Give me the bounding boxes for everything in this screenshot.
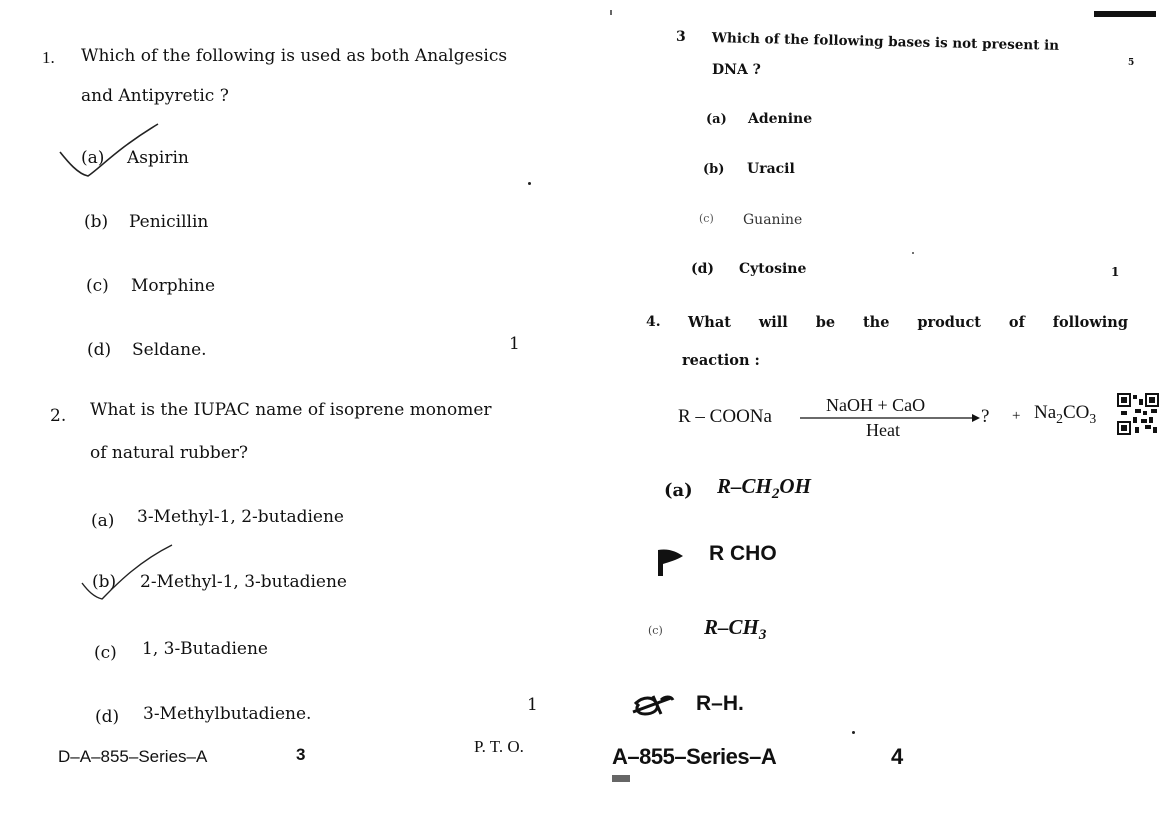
byproduct-subscript: 2 bbox=[1056, 410, 1063, 426]
q4-option-b-text: R CHO bbox=[709, 542, 777, 565]
q2-option-a-text: 3-Methyl-1, 2-butadiene bbox=[137, 507, 344, 527]
q2-option-a-label: (a) bbox=[91, 511, 115, 531]
q2-text-line1: What is the IUPAC name of isoprene monomer bbox=[90, 400, 492, 420]
q3-option-d-label: (d) bbox=[691, 261, 715, 277]
q3-option-c-label: (c) bbox=[699, 212, 714, 225]
filled-mark-icon bbox=[655, 546, 689, 578]
q2-option-b-label: (b) bbox=[92, 572, 117, 592]
q4-word: of bbox=[1008, 314, 1025, 331]
checkmark-icon bbox=[58, 122, 163, 180]
left-footer-pto: P. T. O. bbox=[474, 737, 524, 756]
q1-text-line1: Which of the following is used as both Analgesics bbox=[81, 46, 508, 66]
q2-option-d-label: (d) bbox=[95, 707, 120, 727]
speck bbox=[528, 182, 531, 185]
formula-subscript: 2 bbox=[771, 486, 780, 503]
q4-word: following bbox=[1052, 314, 1128, 331]
q1-option-a-label: (a) bbox=[81, 148, 105, 168]
q2-number: 2. bbox=[50, 406, 67, 426]
top-rule bbox=[1094, 11, 1156, 17]
q4-option-a-label: (a) bbox=[664, 480, 693, 501]
q1-marks: 1 bbox=[509, 334, 520, 354]
byproduct-subscript: 3 bbox=[1089, 410, 1097, 426]
q4-option-d-text: R–H. bbox=[696, 692, 744, 715]
right-footer-page-number: 4 bbox=[891, 744, 904, 769]
scribbled-mark-icon bbox=[631, 692, 675, 718]
q4-option-a-text bbox=[717, 474, 811, 503]
checkmark-icon bbox=[80, 543, 175, 601]
q3-option-a-text: Adenine bbox=[748, 111, 813, 127]
byproduct-part: CO bbox=[1063, 402, 1090, 423]
q4-text-line2: reaction : bbox=[682, 352, 760, 369]
q4-option-c-label: (c) bbox=[648, 624, 663, 637]
reaction-byproduct bbox=[1034, 402, 1096, 427]
reaction-plus: + bbox=[1012, 408, 1021, 424]
q1-option-c-text: Morphine bbox=[131, 276, 216, 296]
q1-number: 1. bbox=[42, 48, 55, 67]
formula-subscript: 3 bbox=[758, 627, 767, 644]
q1-option-a-text: Aspirin bbox=[127, 148, 189, 168]
q2-option-d-text: 3-Methylbutadiene. bbox=[143, 704, 312, 724]
right-footer-series: A–855–Series–A bbox=[612, 744, 777, 769]
reaction-reagent: NaOH + CaO bbox=[826, 395, 926, 415]
q3-number: 3 bbox=[676, 29, 686, 45]
q2-option-c-label: (c) bbox=[94, 643, 117, 663]
q1-option-d-label: (d) bbox=[87, 340, 112, 360]
q1-text-line2: and Antipyretic ? bbox=[81, 86, 229, 106]
q4-text-line1 bbox=[688, 314, 1128, 331]
q2-option-c-text: 1, 3-Butadiene bbox=[142, 639, 268, 659]
speck bbox=[612, 775, 630, 782]
q3-text-line1: Which of the following bases is not present in bbox=[711, 30, 1060, 54]
speck bbox=[852, 731, 855, 734]
q1-option-b-label: (b) bbox=[84, 212, 109, 232]
q3-option-a-label: (a) bbox=[706, 112, 727, 127]
q4-word: be bbox=[815, 314, 836, 331]
q2-option-b-text: 2-Methyl-1, 3-butadiene bbox=[140, 572, 347, 592]
q3-marks: 1 bbox=[1111, 265, 1120, 279]
q3-option-d-text: Cytosine bbox=[739, 261, 807, 277]
q2-text-line2: of natural rubber? bbox=[90, 443, 249, 463]
q4-option-c-text bbox=[704, 615, 766, 644]
left-footer-series: D–A–855–Series–A bbox=[58, 747, 208, 766]
formula-part: R–CH bbox=[717, 474, 772, 498]
q3-option-b-label: (b) bbox=[703, 162, 725, 177]
byproduct-part: Na bbox=[1034, 402, 1057, 423]
left-footer-page-number: 3 bbox=[296, 745, 306, 764]
speck bbox=[912, 252, 914, 254]
reaction-reactant: R – COONa bbox=[678, 406, 772, 427]
q3-corner-mark: 5 bbox=[1128, 58, 1135, 68]
q3-option-b-text: Uracil bbox=[747, 161, 795, 177]
q1-option-d-text: Seldane. bbox=[132, 340, 207, 360]
q4-word: the bbox=[862, 314, 890, 331]
formula-part: OH bbox=[779, 474, 811, 498]
q4-word: What bbox=[688, 314, 731, 331]
q1-option-c-label: (c) bbox=[86, 276, 109, 296]
reaction-condition: Heat bbox=[866, 420, 900, 440]
qr-code-icon bbox=[1117, 393, 1159, 435]
formula-part: R–CH bbox=[704, 615, 759, 639]
reaction-product: ? bbox=[981, 406, 990, 427]
q3-option-c-text: Guanine bbox=[743, 212, 803, 228]
q4-word: will bbox=[758, 314, 788, 331]
q4-word: product bbox=[917, 314, 982, 331]
q3-text-line2: DNA ? bbox=[712, 62, 761, 78]
speck bbox=[610, 10, 612, 15]
q2-marks: 1 bbox=[527, 695, 538, 715]
q4-number: 4. bbox=[646, 314, 661, 330]
q1-option-b-text: Penicillin bbox=[129, 212, 209, 232]
